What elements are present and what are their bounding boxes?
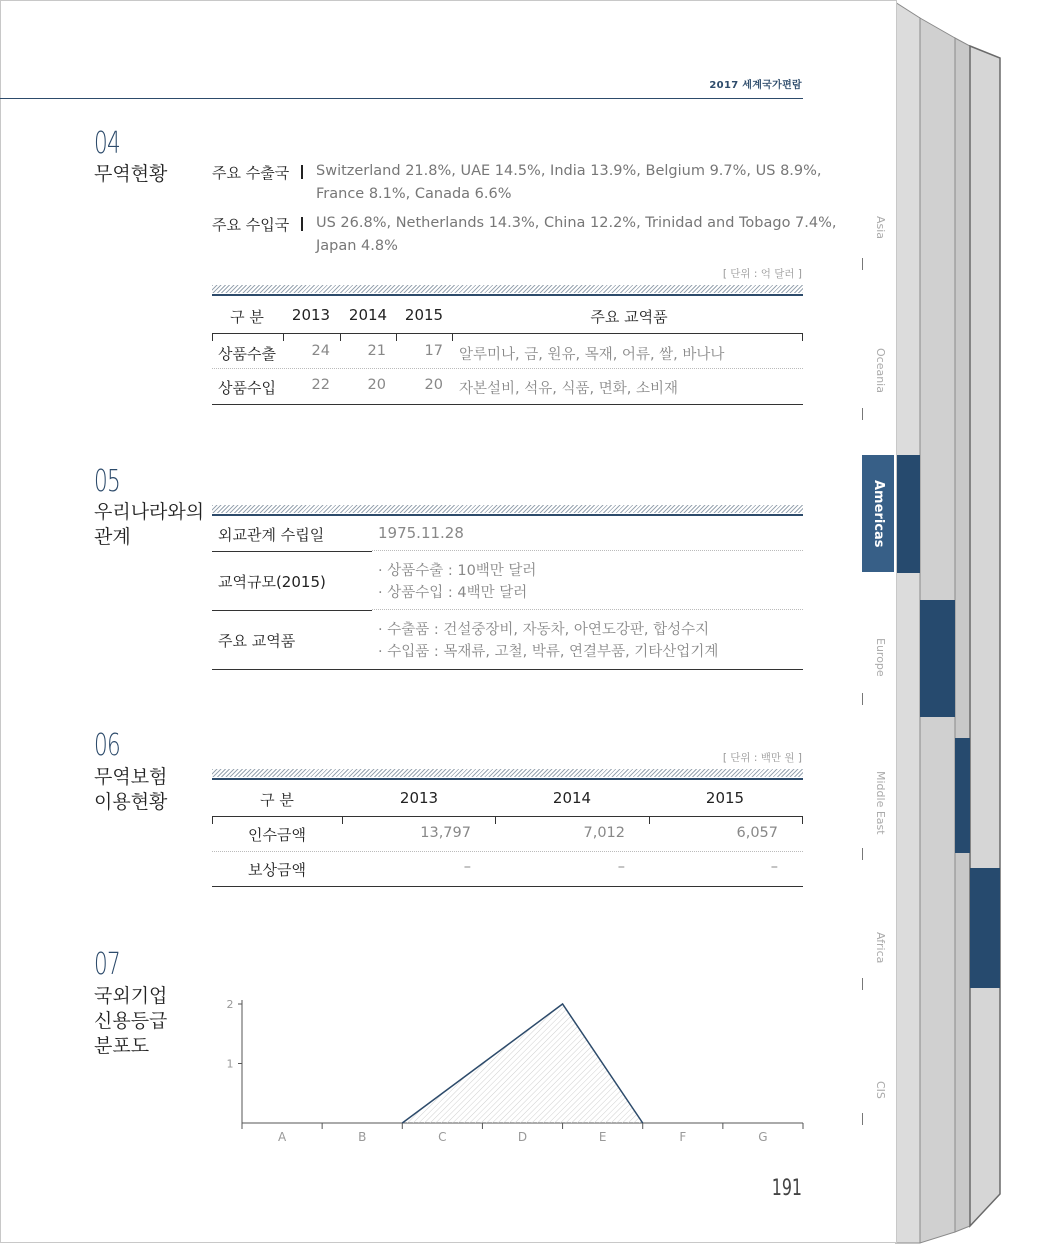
exports-line1: Switzerland 21.8%, UAE 14.5%, India 13.9%, Belgium 9.7%, US 8.9%,: [316, 160, 822, 183]
relations-hatch: [212, 505, 803, 513]
x-tick-label: F: [679, 1130, 686, 1144]
cell-2014: –: [497, 859, 625, 875]
row-label: 상품수출: [218, 343, 276, 364]
insurance-hatch: [212, 769, 803, 777]
trade-unit: [ 단위 : 억 달러 ]: [723, 266, 802, 281]
side-tab-asia[interactable]: Asia: [862, 205, 894, 250]
table-header-rule: [212, 333, 803, 334]
tick: [802, 816, 803, 824]
y-tick-label: 2: [227, 998, 234, 1011]
imports-line1: US 26.8%, Netherlands 14.3%, China 12.2%, Trinidad and Tobago 7.4%,: [316, 212, 837, 235]
relations-bottom-rule: [212, 669, 803, 670]
tick: [212, 333, 213, 341]
th-2013: 2013: [344, 789, 494, 807]
th-category: 구 분: [212, 306, 282, 327]
x-tick-label: E: [599, 1130, 607, 1144]
relations-value-divider: [372, 609, 803, 610]
tick: [342, 816, 343, 824]
exports-bar: [301, 165, 303, 179]
tick: [396, 333, 397, 341]
section-title-07c: 분포도: [94, 1034, 149, 1059]
relations-value-3a: · 수출품 : 건설중장비, 자동차, 아연도강판, 합성수지: [378, 618, 709, 639]
y-tick-label: 1: [227, 1058, 234, 1071]
cell-2013: 24: [286, 343, 330, 359]
tick: [802, 333, 803, 341]
cell-2013: 13,797: [344, 825, 471, 841]
imports-bar: [301, 217, 303, 231]
relations-label-divider: [212, 551, 372, 552]
section-title-05b: 관계: [94, 525, 131, 550]
side-tab-middle-east[interactable]: Middle East: [862, 765, 894, 840]
relations-label-1: 외교관계 수립일: [218, 524, 324, 545]
th-2015: 2015: [650, 789, 800, 807]
tick: [495, 816, 496, 824]
section-title-05a: 우리나라와의: [94, 500, 204, 525]
table-bottom-rule: [212, 404, 803, 405]
exports-label: 주요 수출국: [212, 162, 289, 183]
section-number-06: 06: [94, 728, 120, 763]
header-title: 2017 세계국가편람: [709, 76, 802, 91]
side-tab-africa[interactable]: Africa: [862, 925, 894, 970]
row-label: 보상금액: [212, 859, 342, 880]
side-tab-cis[interactable]: CIS: [862, 1075, 894, 1105]
row-label: 인수금액: [212, 824, 342, 845]
row-label: 상품수입: [218, 377, 276, 398]
insurance-top-rule: [212, 778, 803, 780]
relations-value-2a: · 상품수출 : 10백만 달러: [378, 559, 536, 580]
relations-value-1: 1975.11.28: [378, 524, 464, 542]
th-2015: 2015: [399, 306, 449, 324]
cell-2015: 17: [399, 343, 443, 359]
table-hatch: [212, 285, 803, 293]
section-title-06b: 이용현황: [94, 790, 167, 815]
side-tab-marker: [862, 408, 863, 420]
th-2014: 2014: [497, 789, 647, 807]
imports-line2: Japan 4.8%: [316, 235, 398, 258]
relations-value-3b: · 수입품 : 목재류, 고철, 박류, 연결부품, 기타산업기계: [378, 640, 718, 661]
insurance-header-rule: [212, 816, 803, 817]
section-title-07b: 신용등급: [94, 1009, 167, 1034]
cell-2014: 7,012: [497, 825, 625, 841]
exports-line2: France 8.1%, Canada 6.6%: [316, 183, 512, 206]
imports-label: 주요 수입국: [212, 214, 289, 235]
tick: [212, 816, 213, 824]
side-tab-marker: [862, 848, 863, 860]
tick: [340, 333, 341, 341]
cell-items: 자본설비, 석유, 식품, 면화, 소비재: [459, 377, 678, 398]
cell-2013: –: [344, 859, 471, 875]
x-tick-label: A: [278, 1130, 287, 1144]
section-number-07: 07: [94, 947, 120, 982]
insurance-bottom-rule: [212, 886, 803, 887]
th-2013: 2013: [286, 306, 336, 324]
section-title-06a: 무역보험: [94, 765, 167, 790]
cell-2015: 20: [399, 377, 443, 393]
insurance-unit: [ 단위 : 백만 원 ]: [723, 750, 802, 765]
tick: [452, 333, 453, 341]
side-tab-europe[interactable]: Europe: [862, 630, 894, 685]
section-number-05: 05: [94, 464, 120, 499]
cell-2015: –: [650, 859, 778, 875]
row-divider: [212, 368, 803, 369]
row-divider: [212, 851, 803, 852]
x-tick-label: B: [358, 1130, 366, 1144]
th-category: 구 분: [212, 789, 342, 810]
credit-rating-chart: [212, 990, 812, 1150]
side-tab-marker: [862, 1113, 863, 1125]
section-number-04: 04: [94, 126, 120, 161]
x-tick-label: G: [758, 1130, 767, 1144]
tick: [649, 816, 650, 824]
section-title-04: 무역현황: [94, 162, 167, 187]
cell-items: 알루미나, 금, 원유, 목재, 어류, 쌀, 바나나: [459, 343, 724, 364]
cell-2014: 21: [343, 343, 386, 359]
page-number: 191: [772, 1176, 802, 1201]
relations-label-2: 교역규모(2015): [218, 571, 326, 592]
header-rule: [0, 98, 803, 99]
relations-top-rule: [212, 514, 803, 516]
page-stack: [895, 0, 1005, 1246]
side-tab-oceania[interactable]: Oceania: [862, 340, 894, 400]
side-tab-marker: [862, 693, 863, 705]
side-tab-americas[interactable]: Americas: [862, 455, 894, 572]
cell-2014: 20: [343, 377, 386, 393]
section-title-07a: 국외기업: [94, 984, 167, 1009]
tick: [283, 333, 284, 341]
th-2014: 2014: [343, 306, 393, 324]
side-tab-marker: [862, 258, 863, 270]
relations-label-divider: [212, 610, 372, 611]
relations-label-3: 주요 교역품: [218, 630, 295, 651]
th-items: 주요 교역품: [455, 306, 803, 327]
area-fill: [402, 1004, 642, 1123]
table-top-rule: [212, 294, 803, 296]
side-tab-marker: [862, 978, 863, 990]
cell-2015: 6,057: [650, 825, 778, 841]
relations-value-2b: · 상품수입 : 4백만 달러: [378, 581, 527, 602]
x-tick-label: D: [518, 1130, 527, 1144]
x-tick-label: C: [438, 1130, 446, 1144]
cell-2013: 22: [286, 377, 330, 393]
relations-value-divider: [372, 550, 803, 551]
page-edges: [895, 0, 1005, 1246]
